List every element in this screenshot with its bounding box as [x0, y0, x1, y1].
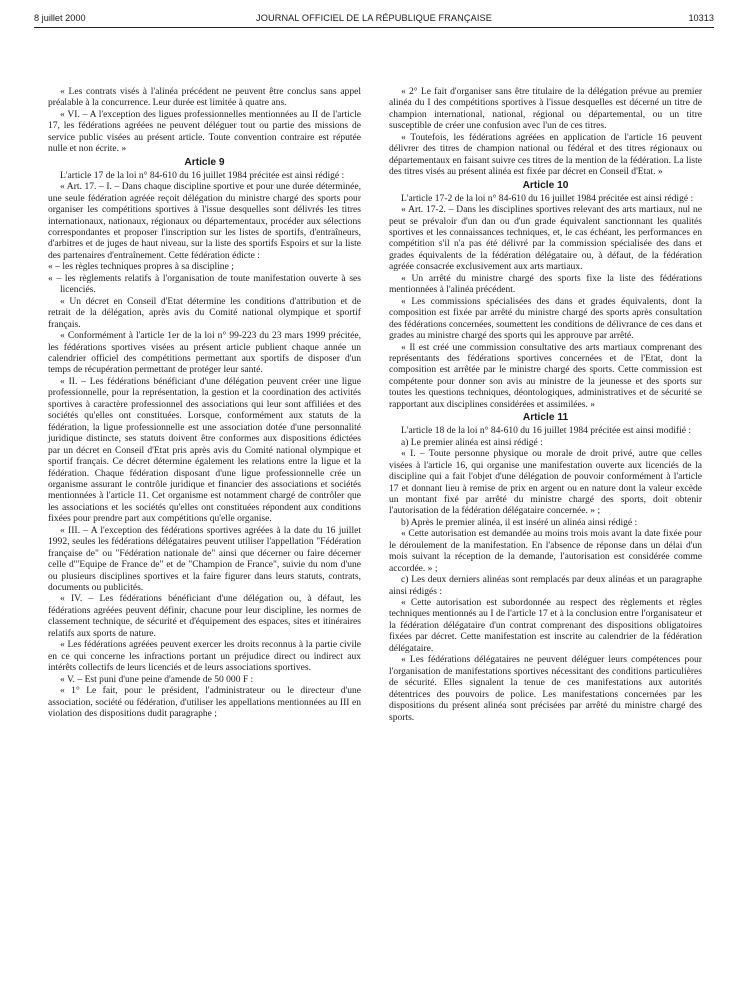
paragraph: « III. – A l'exception des fédérations sportives agréées à la date du 16 juillet 1992, seules les fédérations délégataires peuvent utiliser l'appellation "Fédération française de" ou "Fédération nationale de" ainsi que décerner ou faire décerner celle d'"Equipe de France de" et de "Champion de France", suivie du nom d'une ou plusieurs disciplines sportives et la faire figurer dans leurs statuts, contrats, documents ou publicités. [48, 524, 361, 594]
paragraph: L'article 17-2 de la loi n° 84-610 du 16 juillet 1984 précitée est ainsi rédigé : [401, 192, 694, 204]
article-heading: Article 11 [522, 412, 569, 424]
paragraph: « – les règles techniques propres à sa discipline ; [48, 261, 234, 273]
paragraph: c) Les deux derniers alinéas sont remplacés par deux alinéas et un paragraphe ainsi rédigés : [389, 574, 702, 597]
right-column [389, 86, 702, 723]
paragraph: L'article 17 de la loi n° 84-610 du 16 juillet 1984 précitée est ainsi rédigé : [60, 169, 345, 181]
paragraph: « 1° Le fait, pour le président, l'administrateur ou le directeur d'une association, société ou fédération, d'utiliser les appellations mentionnées au III en violation des dispositions dudit paragraphe ; [48, 685, 361, 720]
header-date: 8 juillet 2000 [34, 13, 86, 23]
paragraph: « Il est créé une commission consultative des arts martiaux comprenant des représentants des fédérations sportives concernées et de l'Etat, dont la composition est arrêtée par le ministre chargé des sports. Cette commission est compétente pour donner son avis au ministre de la jeunesse et des sports sur toutes les questions techniques, déontologiques, administratives et de sécurité se rapportant aux disciplines considérées et assimilées. » [389, 341, 702, 410]
header-page-number: 10313 [688, 13, 714, 23]
paragraph: « Les fédérations agréées peuvent exercer les droits reconnus à la partie civile en ce qui concerne les infractions portant un préjudice direct ou indirect aux intérêts collectifs de leurs licenciés et de leurs associations sportives. [48, 639, 361, 674]
paragraph: « Un arrêté du ministre chargé des sports fixe la liste des fédérations mentionnées à l'alinéa précédent. [389, 272, 702, 296]
paragraph: « Conformément à l'article 1er de la loi n° 99-223 du 23 mars 1999 précitée, les fédérations sportives visées au présent article publient chaque année un calendrier officiel des compétitions permettant aux sportifs de disposer d'un temps de récupération permettant de protéger leur santé. [48, 330, 361, 376]
paragraph: b) Après le premier alinéa, il est inséré un alinéa ainsi rédigé : [401, 516, 638, 528]
paragraph: « Un décret en Conseil d'Etat détermine les conditions d'attribution et de retrait de la délégation, après avis du Comité national olympique et sportif français. [48, 295, 361, 330]
article-heading: Article 9 [184, 156, 225, 168]
article-heading: Article 10 [522, 179, 569, 191]
paragraph: « V. – Est puni d'une peine d'amende de 50 000 F : [60, 673, 254, 685]
paragraph: « VI. – A l'exception des ligues professionnelles mentionnées au II de l'article 17, les fédérations agréées ne peuvent déléguer tout ou partie des missions de service public visées au présent article. Toute convention contraire est réputée nulle et non écrite. » [48, 108, 361, 155]
paragraph: L'article 18 de la loi n° 84-610 du 16 juillet 1984 précitée est ainsi modifié : [401, 425, 692, 437]
paragraph: « Les contrats visés à l'alinéa précédent ne peuvent être conclus sans appel préalable à la concurrence. Leur durée est limitée à quatre ans. [48, 86, 361, 109]
paragraph: « Art. 17. – I. – Dans chaque discipline sportive et pour une durée déterminée, une seule fédération agréée reçoit délégation du ministre chargé des sports pour organiser les compétitions sportives à l'issue desquelles sont délivrés les titres internationaux, nationaux, régionaux ou départementaux, procéder aux sélections correspondantes et proposer l'inscription sur les listes de sportifs, d'entraîneurs, d'arbitres et de juges de haut niveau, sur la liste des sportifs Espoirs et sur la liste des partenaires d'entraînement. Cette fédération édicte : [48, 181, 361, 261]
paragraph: « IV. – Les fédérations bénéficiant d'une délégation ou, à défaut, les fédérations agréées peuvent définir, chacune pour leur discipline, les normes de classement technique, de sécurité et d'équipement des espaces, sites et itinéraires relatifs aux sports de nature. [48, 593, 361, 639]
header-title: JOURNAL OFFICIEL DE LA RÉPUBLIQUE FRANÇAISE [256, 13, 492, 23]
paragraph: « II. – Les fédérations bénéficiant d'une délégation peuvent créer une ligue professionnelle, pour la représentation, la gestion et la coordination des activités sportives à caractère professionnel des associations qui leur sont affiliées et des sociétés qu'elles ont constituées. Lorsque, conformément aux statuts de la fédération, la ligue professionnelle est une association dotée d'une personnalité juridique distincte, ses statuts doivent être conformes aux dispositions édictées par un décret en Conseil d'Etat pris après avis du Comité national olympique et sportif français. Ce décret détermine également les relations entre la ligue et la fédération. Chaque fédération disposant d'une ligue professionnelle crée un organisme assurant le contrôle juridique et financier des associations et sociétés mentionnées à l'article 11. Cet organisme est notamment chargé de contrôler que les associations et les sociétés qu'elles ont constituées répondent aux conditions fixées pour prendre part aux compétitions qu'elle organise. [48, 375, 361, 525]
page-header [34, 11, 714, 28]
paragraph: « Art. 17-2. – Dans les disciplines sportives relevant des arts martiaux, nul ne peut se prévaloir d'un dan ou d'un grade équivalent sanctionnant les qualités sportives et les connaissances techniques, et, le cas échéant, les performances en compétition s'il n'a pas été délivré par la commission spécialisée des dans et grades équivalents de la fédération délégataire ou, à défaut, de la fédération agréée consacrée exclusivement aux arts martiaux. [389, 204, 702, 273]
left-column [48, 86, 361, 719]
paragraph: « Les commissions spécialisées des dans et grades équivalents, dont la composition est fixée par arrêté du ministre chargé des sports après consultation des fédérations concernées, soumettent les conditions de délivrance de ces dans et grades au ministre chargé des sports qui les approuve par arrêté. [389, 295, 702, 342]
paragraph: « Les fédérations délégataires ne peuvent déléguer leurs compétences pour l'organisation de manifestations sportives nécessitant des conditions particulières de sécurité. Elles signalent la tenue de ces manifestations aux autorités détentrices des pouvoirs de police. Les manifestations concernées par les dispositions du présent alinéa sont précisées par arrêté du ministre chargé des sports. [389, 654, 702, 723]
paragraph: « – les règlements relatifs à l'organisation de toute manifestation ouverte à ses licenciés. [48, 272, 361, 296]
paragraph: « I. – Toute personne physique ou morale de droit privé, autre que celles visées à l'article 16, qui organise une manifestation ouverte aux licenciés de la discipline qui a fait l'objet d'une délégation de pouvoir conformément à l'article 17 et donnant lieu à remise de prix en argent ou en nature dont la valeur excède un montant fixé par arrêté du ministre chargé des sports, doit obtenir l'autorisation de la fédération délégataire concernée. » ; [389, 448, 702, 517]
paragraph: « 2° Le fait d'organiser sans être titulaire de la délégation prévue au premier alinéa du I des compétitions sportives à l'issue desquelles est décerné un titre de champion international, national, régional ou départemental, ou un titre susceptible de créer une confusion avec l'un de ces titres. [389, 86, 702, 132]
paragraph: a) Le premier alinéa est ainsi rédigé : [401, 436, 543, 448]
paragraph: « Cette autorisation est subordonnée au respect des règlements et règles techniques mentionnés au I de l'article 17 et à la conclusion entre l'organisateur et la fédération délégataire d'un contrat comprenant des dispositions obligatoires fixées par décret. Cette manifestation est inscrite au calendrier de la fédération délégataire. [389, 597, 702, 654]
paragraph: « Toutefois, les fédérations agréées en application de l'article 16 peuvent délivrer des titres de champion national ou fédéral et des titres régionaux ou départementaux en faisant suivre ces titres de la mention de la fédération. La liste des titres visés au présent alinéa est fixée par décret en Conseil d'Etat. » [389, 131, 702, 178]
paragraph: « Cette autorisation est demandée au moins trois mois avant la date fixée pour le déroulement de la manifestation. En l'absence de réponse dans un délai d'un mois suivant la réception de la demande, l'autorisation est considérée comme accordée. » ; [389, 528, 702, 574]
